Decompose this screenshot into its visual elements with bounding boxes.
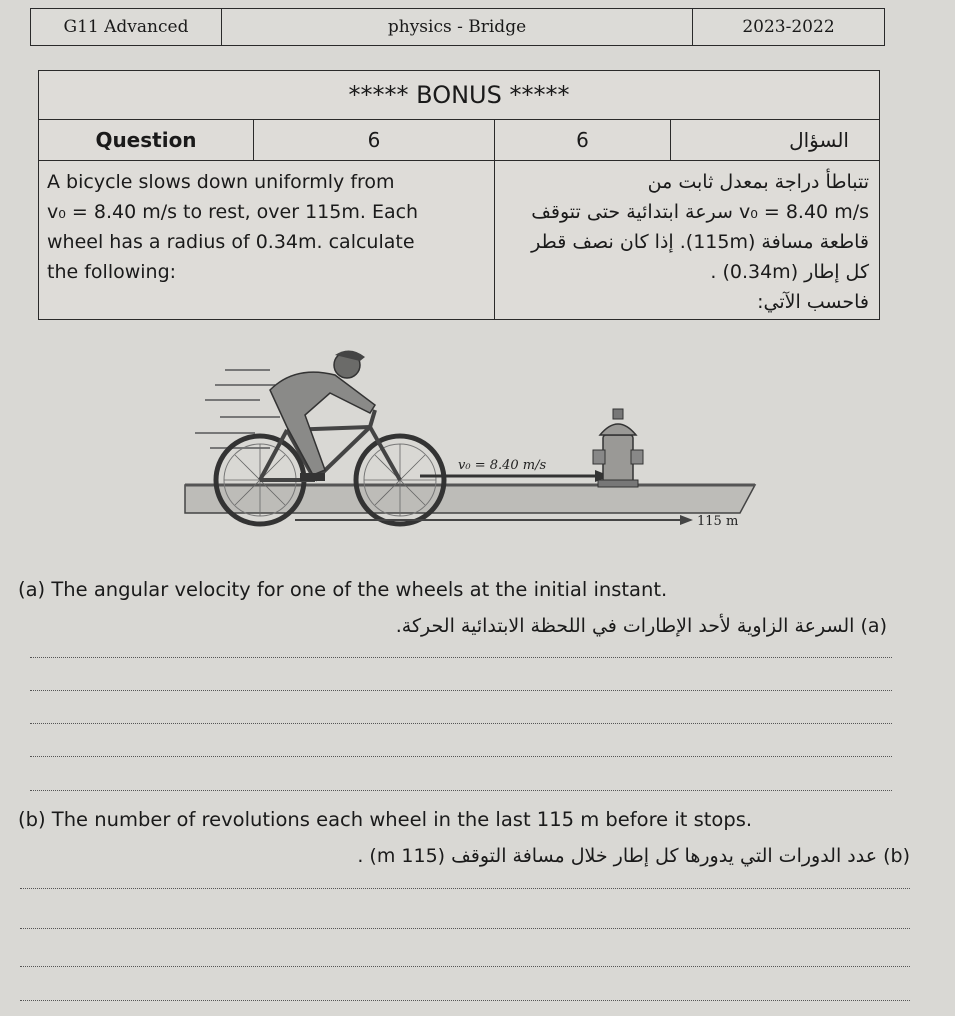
answer-line-a3[interactable] [30,723,892,724]
question-label-ar-cell [671,120,879,160]
part-a-en: (a) The angular velocity for one of the wheels at the initial instant. [18,578,668,601]
question-row [39,120,879,161]
question-number-ar-cell [495,120,671,160]
question-label: Question [95,128,197,152]
bike-frame [260,410,400,480]
header-grade-cell [31,9,222,45]
question-number-en: 6 [367,128,381,152]
problem-ar-line-3: قاطعة مسافة (115m). إذا كان نصف قطر [531,231,869,253]
answer-line-a5[interactable] [30,790,892,791]
bicycle-figure [175,335,775,535]
answer-line-b4[interactable] [20,1000,910,1001]
bonus-row [39,71,879,120]
header-subject-cell [222,9,693,45]
problem-ar-line-5: فاحسب الآتي: [757,291,869,313]
question-number-ar: 6 [576,128,589,152]
question-number-en-cell [254,120,495,160]
problem-en-line-2: v₀ = 8.40 m/s to rest, over 115m. Each [47,201,419,223]
road [185,485,755,513]
answer-line-a2[interactable] [30,690,892,691]
answer-line-b2[interactable] [20,928,910,929]
bonus-title: ***** BONUS ***** [348,81,570,109]
part-b-en: (b) The number of revolutions each wheel in the last 115 m before it stops. [18,808,753,831]
answer-line-a1[interactable] [30,657,892,658]
part-b-ar: (b) عدد الدورات التي يدورها كل إطار خلال مسافة التوقف (115 m) . [357,845,910,867]
problem-en-line-1: A bicycle slows down uniformly from [47,171,395,193]
problem-text-row [39,161,879,319]
question-label-ar: السؤال [789,128,849,152]
problem-text-ar [495,161,879,319]
distance-label: 115 m [697,514,739,529]
question-label-cell [39,120,254,160]
problem-en-line-4: the following: [47,261,177,283]
problem-ar-line-4: كل إطار (0.34m) . [710,261,869,283]
header-grade: G11 Advanced [63,17,189,37]
header-subject: physics - Bridge [387,17,527,37]
problem-text-en [39,161,495,319]
answer-line-b1[interactable] [20,888,910,889]
answer-line-a4[interactable] [30,756,892,757]
part-a-ar: (a) السرعة الزاوية لأحد الإطارات في اللحظة الابتدائية الحركة. [395,615,887,637]
problem-ar-line-2: v₀ = 8.40 m/s سرعة ابتدائية حتى تتوقف [531,201,869,223]
problem-ar-line-1: تتباطأ دراجة بمعدل ثابت من [647,171,869,193]
problem-en-line-3: wheel has a radius of 0.34m. calculate [47,231,415,253]
question-box [38,70,880,320]
header-table [30,8,885,46]
answer-line-b3[interactable] [20,966,910,967]
header-year: 2023-2022 [742,17,835,37]
header-year-cell [693,9,884,45]
velocity-label: v₀ = 8.40 m/s [458,458,547,473]
